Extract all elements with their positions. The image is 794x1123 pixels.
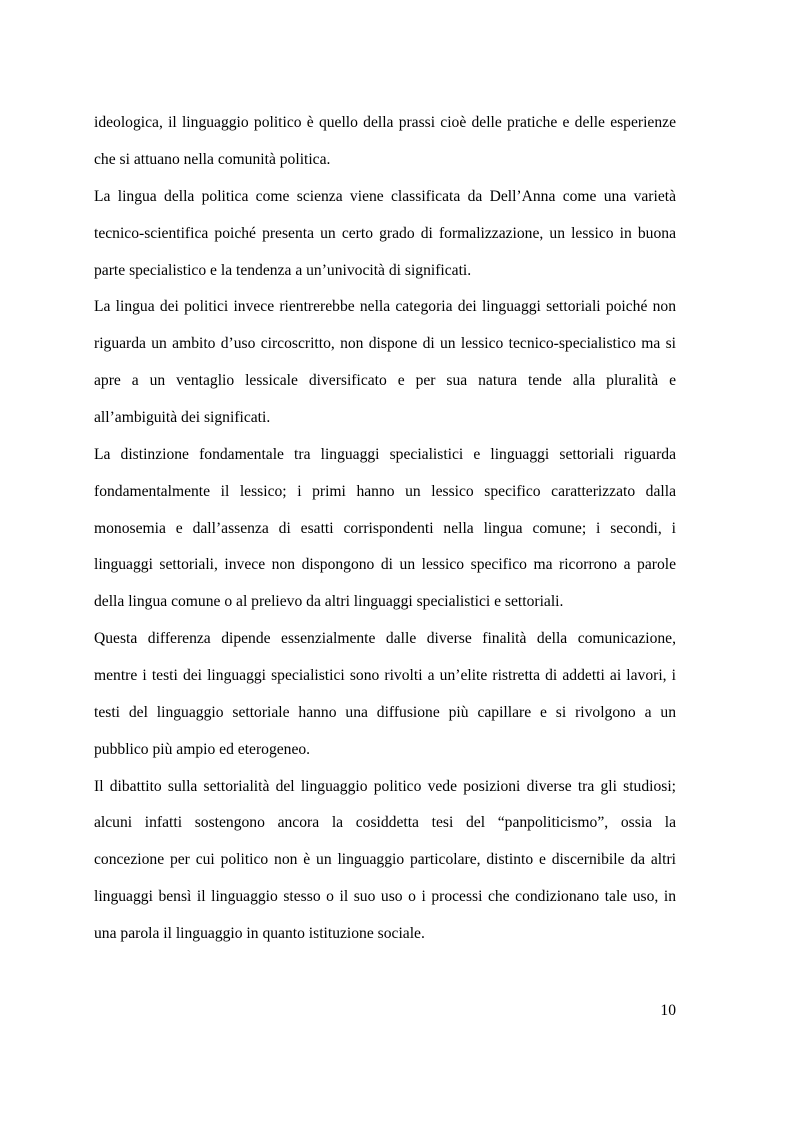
text-line: una parola il linguaggio in quanto istituzione sociale. [94, 925, 425, 942]
text-line: che si attuano nella comunità politica. [94, 151, 331, 168]
text-line: Il dibattito sulla settorialità del linguaggio politico vede posizioni diverse tra gli studiosi; [94, 778, 676, 795]
text-line: riguarda un ambito d’uso circoscritto, non dispone di un lessico tecnico-specialistico ma si [94, 335, 676, 352]
text-line: linguaggi bensì il linguaggio stesso o il suo uso o i processi che condizionano tale uso, in [94, 888, 676, 905]
text-line: della lingua comune o al prelievo da altri linguaggi specialistici e settoriali. [94, 593, 564, 610]
text-line: fondamentalmente il lessico; i primi hanno un lessico specifico caratterizzato dalla [94, 483, 676, 500]
text-line: La lingua della politica come scienza viene classificata da Dell’Anna come una varietà [94, 188, 676, 205]
text-line: all’ambiguità dei significati. [94, 409, 271, 426]
text-line: La distinzione fondamentale tra linguaggi specialistici e linguaggi settoriali riguarda [94, 446, 676, 463]
text-line: La lingua dei politici invece rientrerebbe nella categoria dei linguaggi settoriali poiché non [94, 298, 676, 315]
text-line: ideologica, il linguaggio politico è quello della prassi cioè delle pratiche e delle esperienze [94, 114, 676, 131]
text-line: Questa differenza dipende essenzialmente dalle diverse finalità della comunicazione, [94, 630, 676, 647]
page-number: 10 [660, 1002, 676, 1019]
text-line: testi del linguaggio settoriale hanno una diffusione più capillare e si rivolgono a un [94, 704, 676, 721]
text-line: mentre i testi dei linguaggi specialistici sono rivolti a un’elite ristretta di addetti ai lavori, i [94, 667, 676, 684]
text-line: parte specialistico e la tendenza a un’univocità di significati. [94, 262, 472, 279]
text-line: tecnico-scientifica poiché presenta un certo grado di formalizzazione, un lessico in buona [94, 225, 676, 242]
text-line: monosemia e dall’assenza di esatti corrispondenti nella lingua comune; i secondi, i [94, 520, 676, 537]
text-line: pubblico più ampio ed eterogeneo. [94, 741, 311, 758]
text-line: concezione per cui politico non è un linguaggio particolare, distinto e discernibile da altri [94, 851, 676, 868]
text-line: alcuni infatti sostengono ancora la cosiddetta tesi del “panpoliticismo”, ossia la [94, 814, 676, 831]
text-line: apre a un ventaglio lessicale diversificato e per sua natura tende alla pluralità e [94, 372, 676, 389]
text-line: linguaggi settoriali, invece non dispongono di un lessico specifico ma ricorrono a parole [94, 556, 676, 573]
